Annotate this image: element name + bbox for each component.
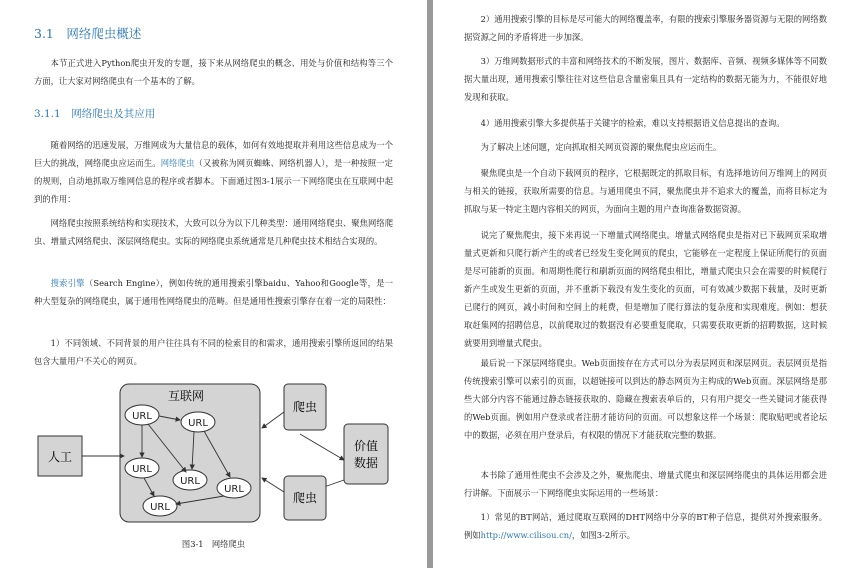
paragraph-text: 随着网络的迅速发展，万维网成为大量信息的载体，如何有效地提取并利用这些信息成为一个巨大的挑战，网络爬虫应运而生。 (34, 140, 393, 168)
crawler-label: 爬虫 (292, 400, 318, 414)
link-search-engine[interactable]: 搜索引擎 (50, 278, 85, 288)
paragraph-focused-crawler: 聚焦爬虫是一个自动下载网页的程序，它根据既定的抓取目标，有选择地访问万维网上的网页与相关的链接，获取所需要的信息。与通用爬虫不同，聚焦爬虫并不追求大的覆盖，而将目标定为抓取与某一特定主题内容相关的网页，为面向主题的用户查询准备数据资源。 (464, 168, 827, 214)
paragraph-text: ，如图3-2所示。 (571, 530, 636, 540)
internet-label: 互联网 (167, 389, 205, 403)
paragraph-solution: 为了解决上述问题，定向抓取相关网页资源的聚焦爬虫应运而生。 (480, 142, 722, 152)
url-label: URL (224, 484, 244, 495)
crawler-label: 爬虫 (292, 491, 318, 505)
figure-caption: 图3-1 网络爬虫 (181, 539, 246, 549)
link-web-crawler[interactable]: 网络爬虫 (160, 158, 195, 168)
paragraph-bt-example (464, 508, 827, 544)
paragraph-crawler-types: 网络爬虫按照系统结构和实现技术，大致可以分为以下几种类型：通用网络爬虫、聚焦网络爬虫、增量式网络爬虫、深层网络爬虫。实际的网络爬虫系统通常是几种爬虫技术相结合实现的。 (34, 218, 393, 246)
paragraph-limitation-4: 4）通用搜索引擎大多提供基于关键字的检索，难以支持根据语义信息提出的查询。 (480, 118, 785, 128)
paragraph-text: 1）常见的BT网站，通过爬取互联网的DHT网络中分享的BT种子信息，提供对外搜索服务。例如 (464, 512, 827, 540)
paragraph-limitation-1: 1）不同领域、不同背景的用户往往具有不同的检索目的和需求，通用搜索引擎所返回的结果包含大量用户不关心的网页。 (34, 338, 393, 366)
value-data-box (344, 424, 388, 484)
subsection-title: 3.1.1 网络爬虫及其应用 (34, 108, 156, 120)
intro-paragraph: 本节正式进入Python爬虫开发的专题，接下来从网络爬虫的概念、用处与价值和结构等三个方面，让大家对网络爬虫有一个基本的了解。 (34, 58, 393, 86)
link-cilisou[interactable]: http://www.cilisou.cn/ (480, 530, 572, 540)
url-label: URL (132, 464, 152, 475)
value-data-label: 数据 (353, 456, 379, 470)
value-data-label: 价值 (353, 439, 379, 453)
url-label: URL (188, 418, 208, 429)
paragraph-incremental-crawler: 说完了聚焦爬虫，接下来再说一下增量式网络爬虫。增量式网络爬虫是指对已下载网页采取增量式更新和只爬行新产生的或者已经发生变化网页的爬虫，它能够在一定程度上保证所爬行的页面是尽可能新的页面。和周期性爬行和刷新页面的网络爬虫相比，增量式爬虫只会在需要的时候爬行新产生或发生更新的页面，并不重新下载没有发生变化的页面，可有效减少数据下载量，及时更新已爬行的网页，减小时间和空间上的耗费，但是增加了爬行算法的复杂度和实现难度。例如：想获取赶集网的招聘信息，以前爬取过的数据没有必要重复爬取，只需要获取更新的招聘数据，这时候就要用到增量式爬虫。 (464, 230, 827, 348)
url-label: URL (180, 476, 200, 487)
paragraph-crawler-definition (34, 136, 393, 208)
paragraph-text: （Search Engine），例如传统的通用搜索引擎baidu、Yahoo和Google等，是一种大型复杂的网络爬虫，属于通用性网络爬虫的范畴。但是通用性搜索引擎存在着一定的局限性： (34, 278, 393, 306)
figure-web-crawler (36, 378, 390, 524)
paragraph-text: （又被称为网页蜘蛛、网络机器人），是一种按照一定的规则，自动地抓取万维网信息的程序或者脚本。下面通过图3-1展示一下网络爬虫在互联网中起到的作用： (34, 158, 393, 204)
paragraph-limitation-3: 3）万维网数据形式的丰富和网络技术的不断发展，图片、数据库、音频、视频多媒体等不同数据大量出现，通用搜索引擎往往对这些信息含量密集且具有一定结构的数据无能为力，不能很好地发现和获取。 (464, 56, 827, 102)
url-label: URL (132, 411, 152, 422)
section-title: 3.1 网络爬虫概述 (34, 26, 142, 41)
paragraph-deep-crawler: 最后说一下深层网络爬虫。Web页面按存在方式可以分为表层网页和深层网页。表层网页是指传统搜索引擎可以索引的页面，以超链接可以到达的静态网页为主构成的Web页面。深层网络是那些大部分内容不能通过静态链接获取的、隐藏在搜索表单后的，只有用户提交一些关键词才能获得的Web页面。例如用户登录或者注册才能访问的页面。可以想象这样一个场景：爬取贴吧或者论坛中的数据，必须在用户登录后，有权限的情况下才能获取完整的数据。 (464, 358, 827, 440)
url-label: URL (150, 502, 170, 513)
paragraph-limitation-2: 2）通用搜索引擎的目标是尽可能大的网络覆盖率，有限的搜索引擎服务器资源与无限的网络数据资源之间的矛盾将进一步加深。 (464, 14, 827, 42)
paragraph-book-scope: 本书除了通用性爬虫不会涉及之外，聚焦爬虫、增量式爬虫和深层网络爬虫的具体运用都会进行讲解。下面展示一下网络爬虫实际运用的一些场景： (464, 470, 827, 498)
paragraph-search-engine (34, 274, 393, 310)
person-label: 人工 (47, 450, 73, 464)
